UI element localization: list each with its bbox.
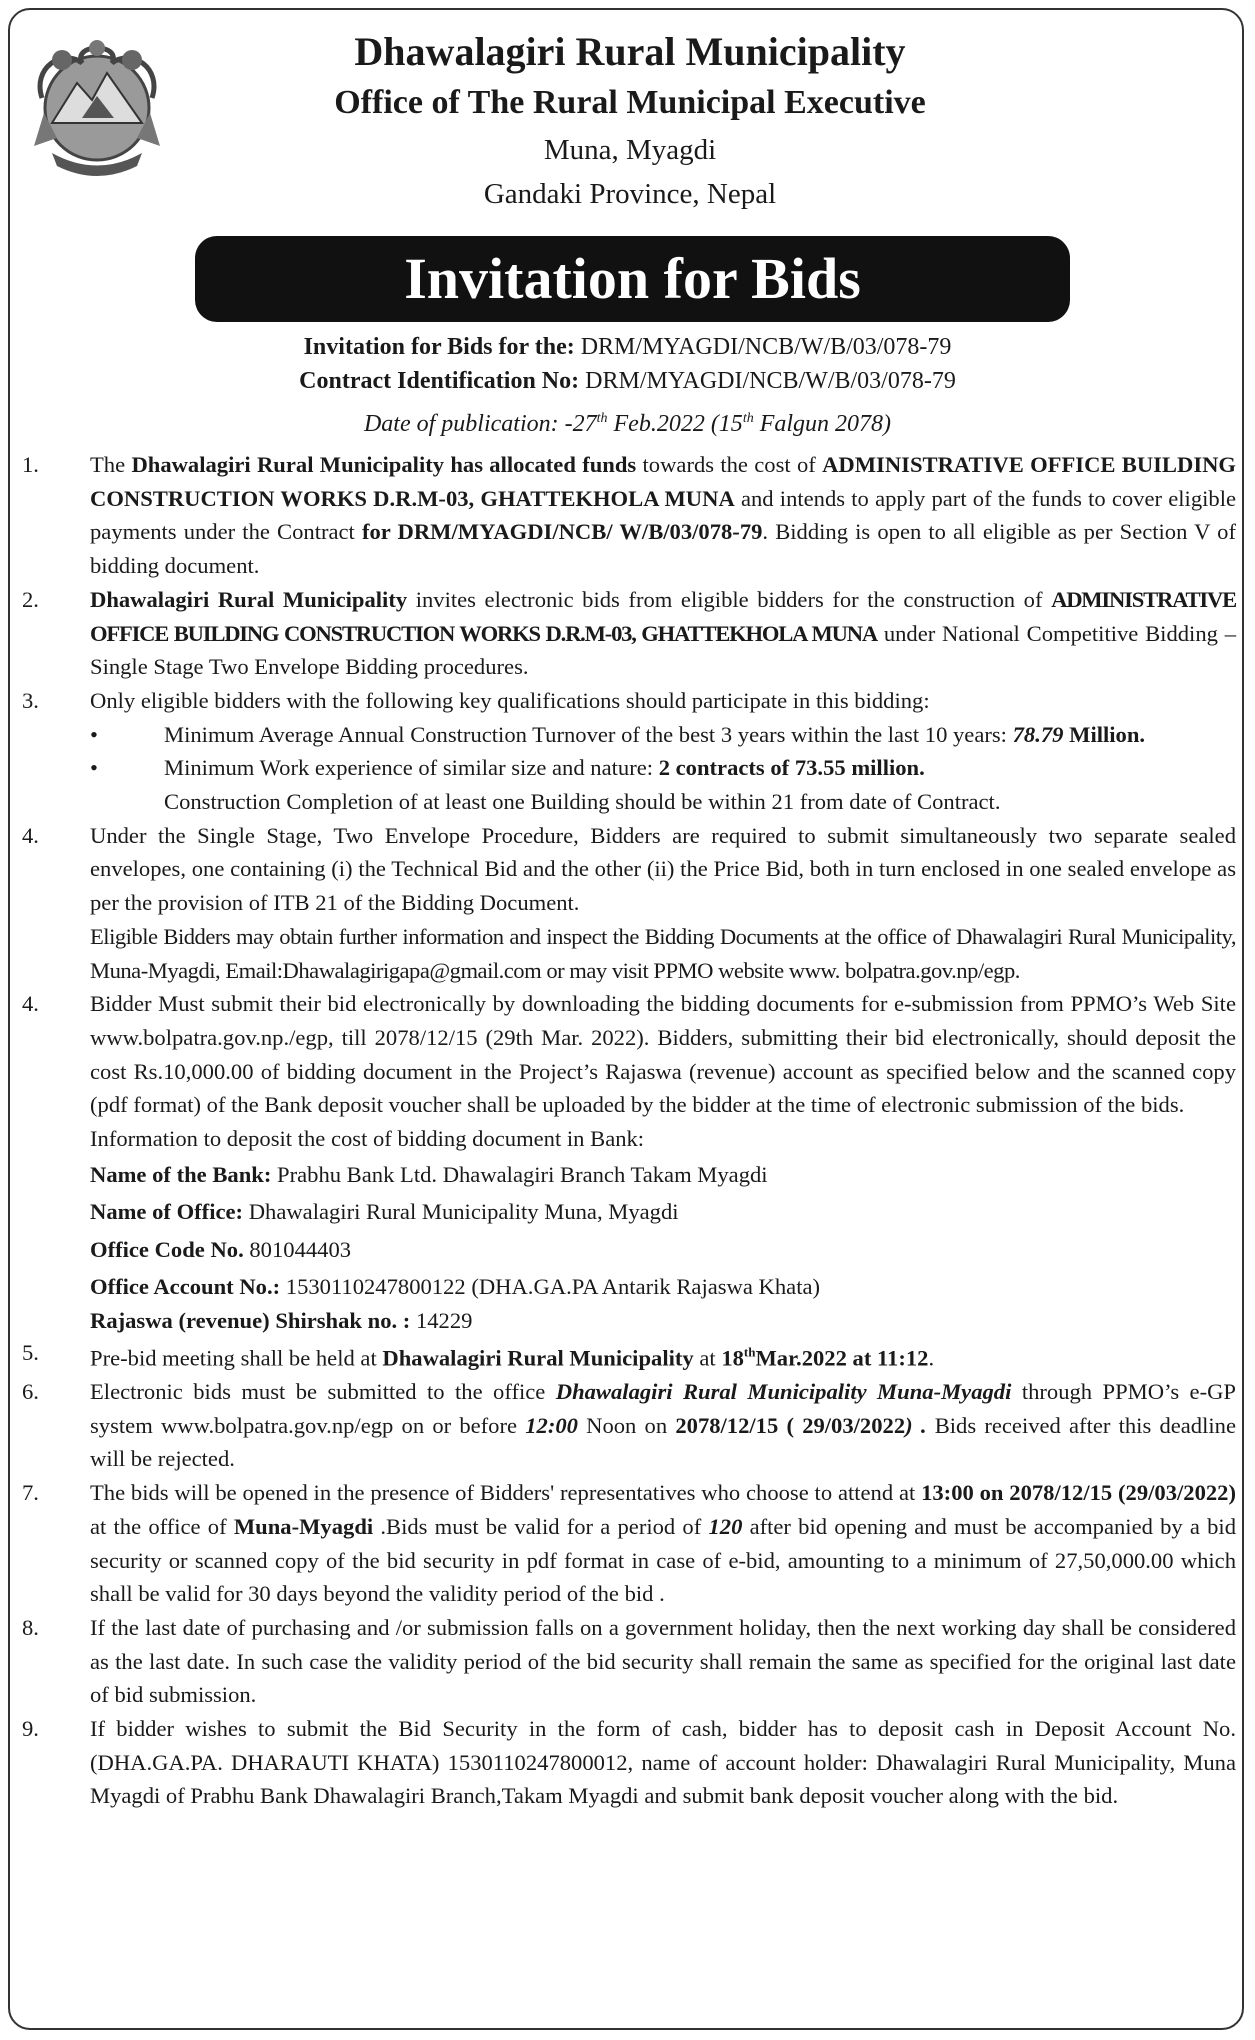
clause-text: Pre-bid meeting shall be held at Dhawalagiri Rural Municipality at 18thMar.2022 at 11:12. [90, 1344, 935, 1371]
notice-body [16, 448, 1238, 1813]
clause-4a [16, 819, 1238, 988]
clause-1 [16, 448, 1238, 583]
qualification-bullet: • Minimum Average Annual Construction Turnover of the best 3 years within the last 10 years: 78.79 Million. [90, 718, 1236, 752]
clause-text: The Dhawalagiri Rural Municipality has allocated funds towards the cost of ADMINISTRATIVE OFFICE BUILDING CONSTRUCTION WORKS D.R.M-03, GHATTEKHOLA MUNA and intends to apply part of the funds to cover eligible payments under the Contract for DRM/MYAGDI/NCB/ W/B/03/078-79. Bidding is open to all eligible as per Section V of bidding document. [90, 452, 1237, 579]
clause-number: 1. [22, 452, 39, 477]
clause-text: Dhawalagiri Rural Municipality invites electronic bids from eligible bidders for the construction of ADMINISTRATIVE OFFICE BUILDING CONSTRUCTION WORKS D.R.M-03, GHATTEKHOLA MUNA under National Competitive Bidding – Single Stage Two Envelope Bidding procedures. [90, 586, 1236, 680]
office-name: Office of The Rural Municipal Executive [334, 84, 926, 121]
qualification-bullet: • Minimum Work experience of similar size and nature: 2 contracts of 73.55 million. Construction Completion of at least one Building should be within 21 from date of Contract. [90, 751, 1236, 818]
nepal-emblem-icon [22, 28, 172, 178]
clause-6 [16, 1375, 1238, 1476]
clause-text: Only eligible bidders with the following key qualifications should participate in this bidding: • Minimum Average Annual Construction Turnover of the best 3 years within the last 10 years: 78.79 Million. • Minimum Work experience of similar size and nature: 2 contracts of 73.55 million. Construction Completion of at least one Building should be within 21 from date of Contract. [90, 684, 1238, 819]
clause-8 [16, 1611, 1238, 1712]
clause-number: 3. [22, 687, 39, 713]
ifb-reference [0, 330, 1255, 364]
clause-number: 9. [22, 1716, 39, 1742]
contract-reference [0, 364, 1255, 398]
address-line-2: Gandaki Province, Nepal [483, 178, 777, 210]
address-line-1: Muna, Myagdi [543, 134, 717, 166]
letterhead [180, 26, 1080, 216]
publication-date: Date of publication: -27th Feb.2022 (15th Falgun 2078) [363, 411, 892, 437]
contract-value: DRM/MYAGDI/NCB/W/B/03/078-79 [585, 368, 956, 394]
bank-name: Name of the Bank: Prabhu Bank Ltd. Dhawalagiri Branch Takam Myagdi [90, 1161, 768, 1187]
office-account-row: Office Account No.: 1530110247800122 (DHA.GA.PA Antarik Rajaswa Khata) [90, 1274, 821, 1300]
municipality-name: Dhawalagiri Rural Municipality [354, 29, 906, 74]
clause-text: Under the Single Stage, Two Envelope Procedure, Bidders are required to submit simultaneously two separate sealed envelopes, one containing (i) the Technical Bid and the other (ii) the Price Bid, both in turn enclosed in one sealed envelope as per the provision of ITB 21 of the Bidding Document. Eligible Bidders may obtain further information and inspect the Bidding Documents at the office of Dhawalagiri Rural Municipality, Muna-Myagdi, Email:Dhawalagirigapa@gmail.com or may visit PPMO website www. bolpatra.gov.np/egp. [90, 822, 1236, 983]
clause-text: The bids will be opened in the presence of Bidders' representatives who choose to attend at 13:00 on 2078/12/15 (29/03/2022) at the office of Muna-Myagdi .Bids must be valid for a period of 120 after bid opening and must be accompanied by a bid security or scanned copy of the bid security in pdf format in case of e-bid, amounting to a minimum of 27,50,000.00 which shall be valid for 30 days beyond the validity period of the bid . [90, 1480, 1237, 1607]
clause-text: If bidder wishes to submit the Bid Security in the form of cash, bidder has to deposit cash in Deposit Account No. (DHA.GA.PA. DHARAUTI KHATA) 1530110247800012, name of account holder: Dhawalagiri Rural Municipality, Muna Myagdi of Prabhu Bank Dhawalagiri Branch,Takam Myagdi and submit bank deposit voucher along with the bid. [90, 1716, 1236, 1809]
ifb-value: DRM/MYAGDI/NCB/W/B/03/078-79 [580, 334, 952, 360]
office-code-row: Office Code No. 801044403 [90, 1236, 352, 1262]
clause-2 [16, 583, 1238, 684]
clause-number: 5. [22, 1339, 39, 1365]
clause-text: Bidder Must submit their bid electronically by downloading the bidding documents for e-submission from PPMO’s Web Site www.bolpatra.gov.np./egp, till 2078/12/15 (29th Mar. 2022). Bidders, submitting their bid electronically, should deposit the cost Rs.10,000.00 of bidding document in the Project’s Rajaswa (revenue) account as specified below and the scanned copy (pdf format) of the Bank deposit voucher shall be uploaded by the bidder at the time of electronic submission of the bids. Information to deposit the cost of bidding document in Bank: Name of the Bank: Prabhu Bank Ltd. Dhawalagiri Branch Takam Myagdi Name of Office: Dhawalagiri Rural Municipality Muna, Myagdi Office Code No. 801044403 Office Account No.: 1530110247800122 (DHA.GA.PA Antarik Rajaswa Khata) Rajaswa (revenue) Shirshak no. : 14229 [90, 987, 1238, 1336]
bank-details [90, 1156, 1236, 1336]
office-name-row: Name of Office: Dhawalagiri Rural Municipality Muna, Myagdi [90, 1199, 679, 1225]
notice-title-banner: Invitation for Bids [195, 236, 1070, 322]
clause-5 [16, 1336, 1238, 1375]
clause-number: 4. [22, 822, 39, 848]
contract-label: Contract Identification No: [299, 368, 580, 394]
clause-text: If the last date of purchasing and /or submission falls on a government holiday, then the next working day shall be considered as the last date. In such case the validity period of the bid security shall remain the same as specified for the original last date of bid submission. [90, 1614, 1236, 1708]
bullet-icon: • [90, 721, 98, 747]
clause-4b [16, 987, 1238, 1336]
ifb-label: Invitation for Bids for the: [303, 334, 575, 360]
bullet-icon: • [90, 755, 98, 781]
clause-9 [16, 1712, 1238, 1813]
clause-text: Electronic bids must be submitted to the office Dhawalagiri Rural Municipality Muna-Myagdi through PPMO’s e-GP system www.bolpatra.gov.np/egp on or before 12:00 Noon on 2078/12/15 ( 29/03/2022) . Bids received after this deadline will be rejected. [90, 1379, 1236, 1472]
clause-number: 8. [22, 1614, 39, 1640]
clause-3 [16, 684, 1238, 819]
clause-number: 6. [22, 1379, 39, 1404]
clause-number: 2. [22, 586, 39, 612]
shirshak-row: Rajaswa (revenue) Shirshak no. : 14229 [90, 1307, 473, 1333]
clause-number: 7. [22, 1480, 39, 1506]
clause-7 [16, 1476, 1238, 1611]
clause-number: 4. [22, 991, 39, 1017]
